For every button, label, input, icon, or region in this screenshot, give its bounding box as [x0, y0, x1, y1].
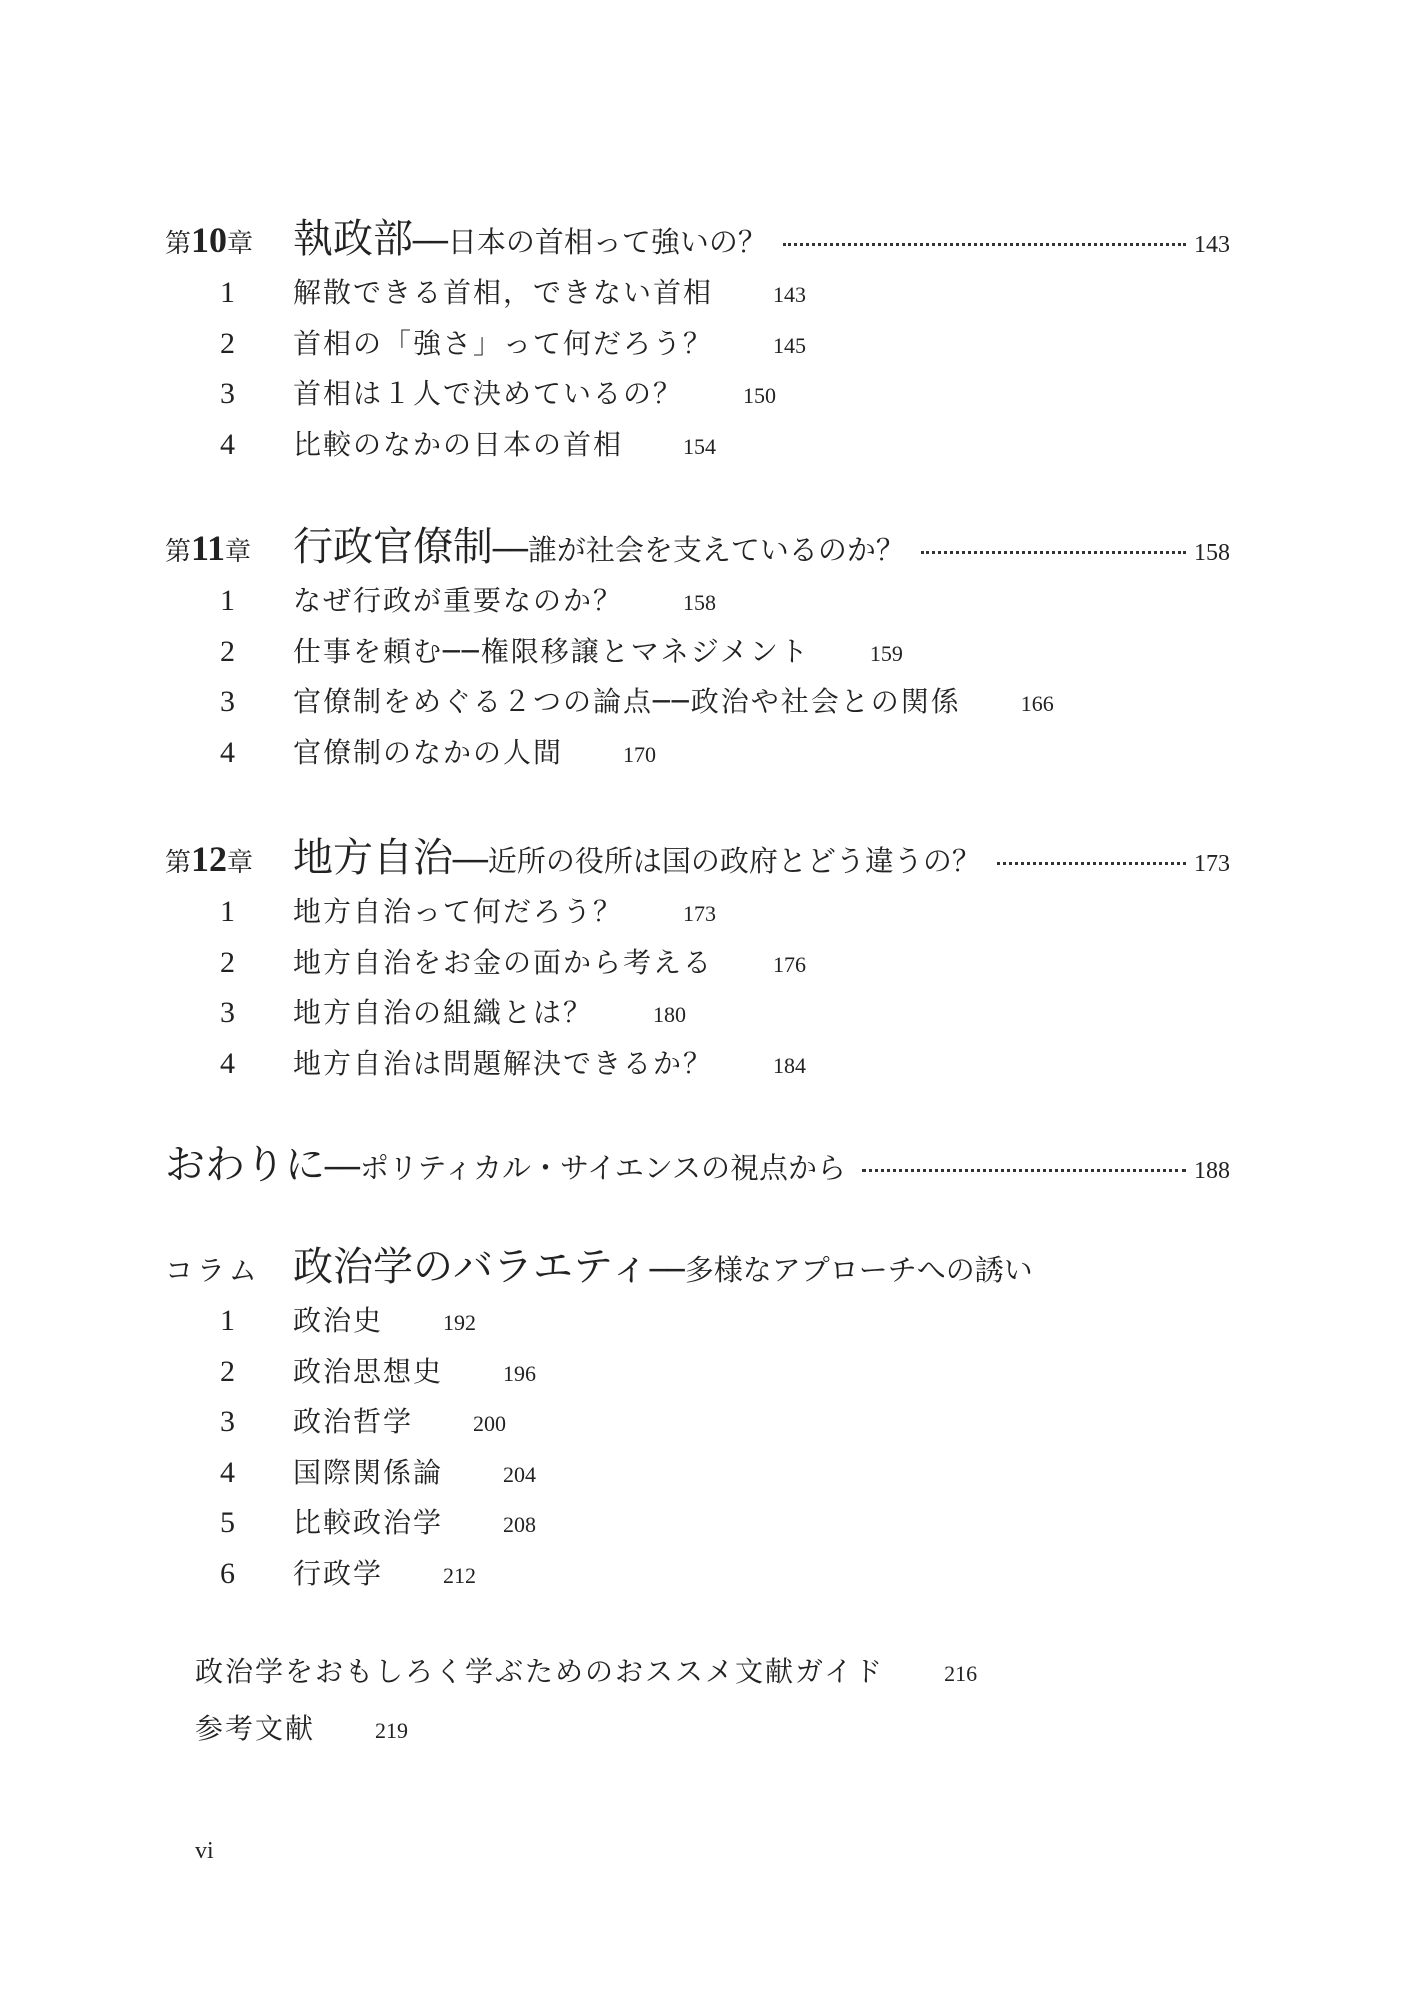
section-page: 158 — [683, 590, 717, 615]
closing-page: 188 — [1194, 1158, 1230, 1184]
toc-section[interactable] — [165, 1042, 1230, 1093]
toc-section[interactable] — [165, 1400, 1230, 1451]
chapter-dash: ── — [493, 533, 528, 567]
references-title: 参考文献 — [195, 1712, 316, 1745]
section-title: 地方自治をお金の面から考える — [293, 945, 714, 979]
closing-dash: ── — [325, 1151, 360, 1185]
toc-section[interactable] — [165, 423, 1230, 474]
section-title: 首相の「強さ」って何だろう？ — [293, 326, 714, 360]
references-page: 219 — [375, 1718, 409, 1743]
section-title: 政治思想史 — [293, 1354, 444, 1388]
section-number: 2 — [220, 1354, 235, 1388]
chapter-dash: ── — [453, 844, 488, 878]
column-block — [165, 1235, 1230, 1602]
section-page: 170 — [623, 741, 657, 767]
references-entry[interactable] — [195, 1707, 408, 1747]
section-title: 官僚制をめぐる２つの論点──政治や社会との関係 — [293, 685, 961, 718]
section-number: 2 — [220, 945, 235, 979]
section-page: 166 — [1020, 691, 1054, 716]
section-number: 1 — [220, 895, 235, 928]
chapter-heading[interactable] — [165, 207, 1230, 267]
chapter-title: 行政官僚制 — [293, 524, 493, 570]
dot-leader — [921, 551, 1186, 554]
reading-guide-entry[interactable] — [195, 1650, 977, 1690]
section-title: 国際関係論 — [293, 1455, 444, 1489]
section-page: 154 — [683, 433, 717, 459]
section-page: 204 — [503, 1461, 537, 1487]
section-page: 192 — [443, 1310, 477, 1335]
section-title: 行政学 — [293, 1556, 384, 1590]
toc-section[interactable] — [165, 630, 1230, 681]
toc-section[interactable] — [165, 271, 1230, 322]
section-page: 143 — [773, 282, 807, 307]
toc-section[interactable] — [165, 322, 1230, 373]
section-number: 1 — [220, 584, 235, 617]
section-number: 3 — [220, 996, 235, 1029]
section-number: 2 — [220, 326, 235, 360]
section-page: 196 — [503, 1360, 537, 1386]
section-page: 184 — [773, 1052, 807, 1078]
section-number: 3 — [220, 685, 235, 718]
closing-heading[interactable] — [165, 1133, 1230, 1190]
chapter-heading[interactable] — [165, 515, 1230, 575]
section-page: 208 — [503, 1512, 537, 1537]
section-number: 4 — [220, 427, 235, 461]
toc-section[interactable] — [165, 680, 1230, 731]
toc-section[interactable] — [165, 1299, 1230, 1350]
column-subtitle: 多様なアプローチへの誘い — [684, 1253, 1033, 1287]
section-page: 180 — [653, 1002, 687, 1027]
toc-section[interactable] — [165, 1451, 1230, 1502]
chapter-number: 第11章 — [165, 528, 252, 568]
dot-leader — [997, 862, 1186, 865]
chapter-page: 173 — [1194, 851, 1230, 877]
toc-section[interactable] — [165, 941, 1230, 992]
column-dash: ── — [649, 1253, 685, 1287]
toc-section[interactable] — [165, 731, 1230, 782]
section-title: 地方自治の組織とは？ — [293, 996, 594, 1029]
chapter-subtitle: 近所の役所は国の政府とどう違うの？ — [487, 844, 981, 878]
section-page: 150 — [743, 383, 777, 408]
section-title: なぜ行政が重要なのか？ — [293, 584, 624, 617]
section-title: 首相は１人で決めているの？ — [293, 377, 684, 410]
section-number: 5 — [220, 1506, 235, 1539]
section-title: 政治哲学 — [293, 1405, 414, 1438]
toc-section[interactable] — [165, 1552, 1230, 1603]
column-title: 政治学のバラエティ — [293, 1244, 650, 1290]
toc-section[interactable] — [165, 890, 1230, 941]
section-number: 1 — [220, 1304, 235, 1337]
chapter-heading[interactable] — [165, 826, 1230, 886]
section-page: 212 — [443, 1562, 477, 1588]
closing-title: おわりに — [165, 1142, 325, 1188]
chapter-10 — [165, 207, 1230, 473]
section-title: 仕事を頼む──権限移譲とマネジメント — [293, 634, 810, 668]
toc-section[interactable] — [165, 1501, 1230, 1552]
section-number: 4 — [220, 1455, 235, 1489]
chapter-number: 第10章 — [165, 220, 254, 260]
chapter-12 — [165, 826, 1230, 1092]
section-title: 比較政治学 — [293, 1506, 444, 1539]
chapter-subtitle: 誰が社会を支えているのか？ — [527, 533, 905, 567]
section-number: 4 — [220, 735, 235, 769]
dot-leader — [783, 243, 1186, 246]
page-folio: vi — [195, 1838, 214, 1864]
chapter-11 — [165, 515, 1230, 781]
section-title: 政治史 — [293, 1304, 384, 1337]
section-page: 145 — [773, 332, 807, 358]
section-number: 6 — [220, 1556, 235, 1590]
chapter-page: 158 — [1194, 540, 1230, 566]
reading-guide-page: 216 — [944, 1661, 978, 1686]
column-heading[interactable] — [165, 1235, 1230, 1295]
toc-section[interactable] — [165, 372, 1230, 423]
column-label: コラム — [165, 1254, 261, 1287]
section-title: 地方自治は問題解決できるか？ — [293, 1046, 714, 1080]
chapter-page: 143 — [1194, 232, 1230, 258]
closing-subtitle: ポリティカル・サイエンスの視点から — [359, 1151, 846, 1185]
chapter-title: 執政部 — [293, 216, 413, 262]
section-number: 3 — [220, 377, 235, 410]
section-number: 2 — [220, 634, 235, 668]
chapter-subtitle: 日本の首相って強いの？ — [447, 225, 767, 259]
section-number: 4 — [220, 1046, 235, 1080]
dot-leader — [862, 1169, 1186, 1172]
toc-section[interactable] — [165, 1350, 1230, 1401]
section-title: 解散できる首相，できない首相 — [293, 276, 714, 309]
section-title: 比較のなかの日本の首相 — [293, 427, 624, 461]
reading-guide-title: 政治学をおもしろく学ぶためのおススメ文献ガイド — [195, 1655, 885, 1688]
section-page: 159 — [869, 640, 903, 666]
section-number: 1 — [220, 276, 235, 309]
section-page: 200 — [473, 1411, 507, 1436]
chapter-number: 第12章 — [165, 839, 254, 879]
section-title: 官僚制のなかの人間 — [293, 735, 564, 769]
section-page: 173 — [683, 901, 717, 926]
toc-section[interactable] — [165, 579, 1230, 630]
section-page: 176 — [773, 951, 807, 977]
chapter-title: 地方自治 — [293, 835, 453, 881]
section-number: 3 — [220, 1405, 235, 1438]
section-title: 地方自治って何だろう？ — [293, 895, 624, 928]
toc-section[interactable] — [165, 991, 1230, 1042]
chapter-dash: ── — [413, 225, 448, 259]
